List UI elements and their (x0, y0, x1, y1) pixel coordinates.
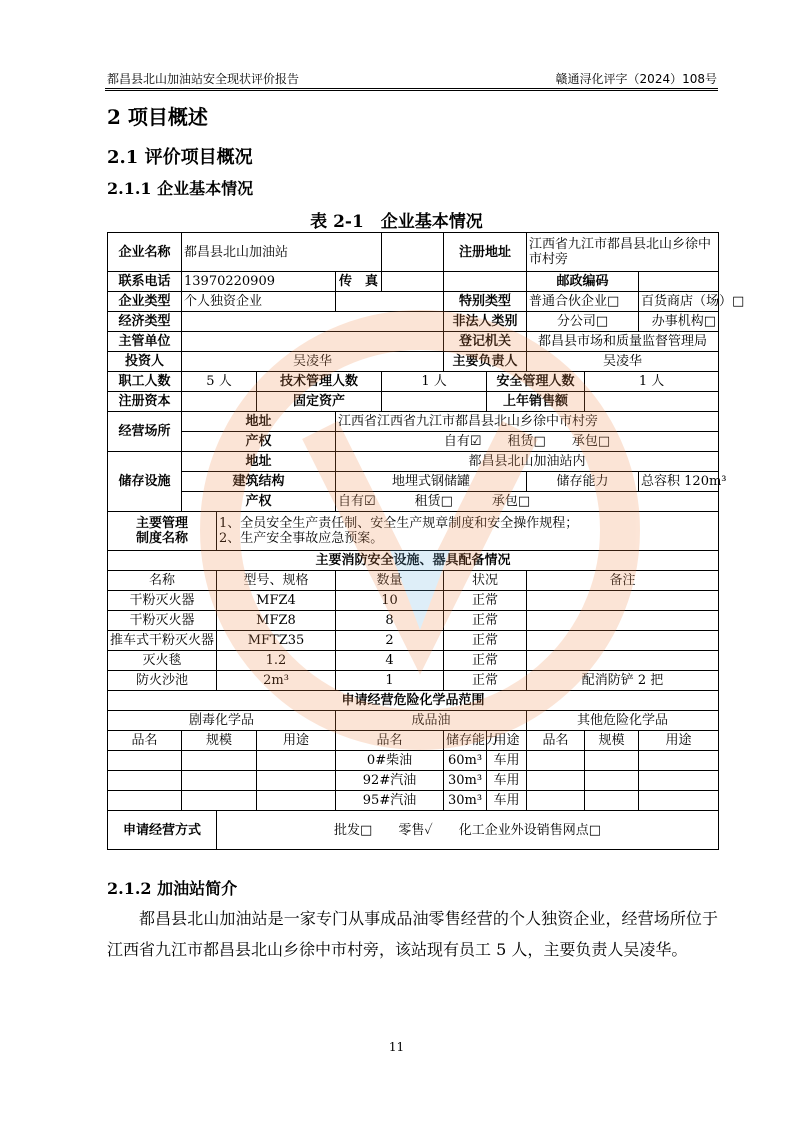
table-row (108, 771, 719, 791)
equip-model: MFZ8 (217, 611, 336, 631)
oil-use: 车用 (487, 791, 527, 811)
chem-group-oil: 成品油 (336, 711, 527, 731)
equip-header-qty: 数量 (336, 571, 444, 591)
site-prop-label: 产权 (182, 432, 336, 452)
staff-label: 职工人数 (108, 372, 182, 392)
equip-remark (527, 591, 719, 611)
type: 个人独资企业 (182, 292, 336, 312)
principal-label: 主要负责人 (444, 352, 527, 372)
table-row (108, 631, 719, 651)
safety: 1 人 (585, 372, 719, 392)
company-name-label: 企业名称 (108, 233, 182, 272)
chem-h-name-1: 品名 (108, 731, 182, 751)
special-type-b: 百货商店（场）□ (639, 292, 719, 312)
storage-struct-label: 建筑结构 (182, 472, 336, 492)
investor-label: 投资人 (108, 352, 182, 372)
equip-header-remark: 备注 (527, 571, 719, 591)
storage-prop: 自有☑ 租赁□ 承包□ (336, 492, 719, 512)
equip-model: MFTZ35 (217, 631, 336, 651)
special-type-a: 普通合伙企业□ (527, 292, 639, 312)
table-row (108, 671, 719, 691)
mgmt-systems (217, 512, 719, 551)
special-type-label: 特别类型 (444, 292, 527, 312)
site-label: 经营场所 (108, 412, 182, 452)
fax-label: 传 真 (336, 272, 382, 292)
chem-h-scale-1: 规模 (182, 731, 257, 751)
equip-name: 干粉灭火器 (108, 591, 217, 611)
company-name: 都昌县北山加油站 (182, 233, 382, 272)
section-heading: 2.1 评价项目概况 (107, 147, 253, 168)
storage-label: 储存设施 (108, 452, 182, 512)
chem-h-name-3: 品名 (527, 731, 585, 751)
reg-addr-label: 注册地址 (444, 233, 527, 272)
phone: 13970220909 (182, 272, 336, 292)
tech-label: 技术管理人数 (257, 372, 382, 392)
oil-name: 92#汽油 (336, 771, 444, 791)
mode-label: 申请经营方式 (108, 811, 217, 850)
equip-model: 2m³ (217, 671, 336, 691)
equip-qty: 1 (336, 671, 444, 691)
chem-title: 申请经营危险化学品范围 (108, 691, 719, 711)
storage-struct: 地埋式钢储罐 (336, 472, 527, 492)
storage-cap-label: 储存能力 (527, 472, 639, 492)
storage-cap: 总容积 120m³ (639, 472, 719, 492)
type-label: 企业类型 (108, 292, 182, 312)
header-rule (105, 88, 718, 89)
dept-label: 主管单位 (108, 332, 182, 352)
non-legal-a: 分公司□ (527, 312, 639, 332)
table-row (108, 791, 719, 811)
subsection-heading-2: 2.1.2 加油站简介 (107, 879, 238, 898)
chem-h-use-2: 用途 (487, 731, 527, 751)
site-prop: 自有☑ 租赁□ 承包□ (336, 432, 719, 452)
mgmt-item-1: 1、全员安全生产责任制、安全生产规章制度和安全操作规程； (219, 516, 579, 531)
principal: 吴凌华 (527, 352, 719, 372)
storage-prop-label: 产权 (182, 492, 336, 512)
equip-qty: 4 (336, 651, 444, 671)
econ-label: 经济类型 (108, 312, 182, 332)
assets-label: 固定资产 (257, 392, 382, 412)
equip-name: 灭火毯 (108, 651, 217, 671)
subsection-heading: 2.1.1 企业基本情况 (107, 179, 254, 198)
oil-use: 车用 (487, 751, 527, 771)
capital (182, 392, 257, 412)
sales-label: 上年销售额 (487, 392, 585, 412)
equip-header-name: 名称 (108, 571, 217, 591)
non-legal-label: 非法人类别 (444, 312, 527, 332)
mgmt-item-2: 2、生产安全事故应急预案。 (219, 531, 384, 546)
reg-org: 都昌县市场和质量监督管理局 (527, 332, 719, 352)
postcode-label: 邮政编码 (527, 272, 639, 292)
chem-h-name-2: 品名 (336, 731, 444, 751)
equip-status: 正常 (444, 651, 527, 671)
assets (382, 392, 487, 412)
table-row (108, 591, 719, 611)
equip-name: 防火沙池 (108, 671, 217, 691)
site-addr-label: 地址 (182, 412, 336, 432)
table-row (108, 751, 719, 771)
table-row (108, 611, 719, 631)
page-number: 11 (388, 1040, 405, 1054)
equip-title: 主要消防安全设施、器具配备情况 (108, 551, 719, 571)
oil-capacity: 30m³ (444, 771, 487, 791)
equip-qty: 2 (336, 631, 444, 651)
equip-remark: 配消防铲 2 把 (527, 671, 719, 691)
running-header-left: 都昌县北山加油站安全现状评价报告 (107, 72, 300, 86)
equip-model: MFZ4 (217, 591, 336, 611)
reg-addr: 江西省九江市都昌县北山乡徐中市村旁 (527, 233, 719, 272)
equip-remark (527, 631, 719, 651)
running-header-right: 赣通浔化评字（2024）108号 (555, 72, 717, 86)
equip-qty: 8 (336, 611, 444, 631)
blank-cell (382, 233, 444, 272)
mgmt-label-line-1: 主要管理 (135, 516, 188, 531)
tech: 1 人 (382, 372, 487, 392)
fax (382, 272, 444, 292)
equip-status: 正常 (444, 671, 527, 691)
table-caption: 表 2-1 企业基本情况 (310, 212, 483, 232)
table-row (108, 651, 719, 671)
chem-group-toxic: 剧毒化学品 (108, 711, 336, 731)
mode: 批发□ 零售✓ 化工企业外设销售网点□ (217, 811, 719, 850)
chem-h-scale-3: 规模 (585, 731, 639, 751)
site-addr: 江西省江西省九江市都昌县北山乡徐中市村旁 (336, 412, 719, 432)
dept (182, 332, 444, 352)
equip-qty: 10 (336, 591, 444, 611)
enterprise-info-table (107, 232, 745, 850)
equip-name: 推车式干粉灭火器 (108, 631, 217, 651)
header-rule-2 (105, 90, 718, 91)
equip-status: 正常 (444, 631, 527, 651)
blank-cell (444, 272, 527, 292)
chem-group-other: 其他危险化学品 (527, 711, 719, 731)
equip-model: 1.2 (217, 651, 336, 671)
postcode (639, 272, 719, 292)
oil-use: 车用 (487, 771, 527, 791)
chem-h-capacity: 储存能力 (444, 731, 487, 751)
safety-label: 安全管理人数 (487, 372, 585, 392)
oil-name: 95#汽油 (336, 791, 444, 811)
oil-capacity: 30m³ (444, 791, 487, 811)
reg-org-label: 登记机关 (444, 332, 527, 352)
capital-label: 注册资本 (108, 392, 182, 412)
equip-remark (527, 611, 719, 631)
phone-label: 联系电话 (108, 272, 182, 292)
chem-h-use-3: 用途 (639, 731, 719, 751)
equip-status: 正常 (444, 611, 527, 631)
mgmt-label-line-2: 制度名称 (135, 531, 188, 546)
chapter-heading: 2 项目概述 (107, 105, 208, 129)
equip-header-status: 状况 (444, 571, 527, 591)
mgmt-label (108, 512, 217, 551)
equip-header-model: 型号、规格 (217, 571, 336, 591)
blank-cell (336, 292, 444, 312)
sales (585, 392, 719, 412)
non-legal-b: 办事机构□ (639, 312, 719, 332)
chem-h-use-1: 用途 (257, 731, 336, 751)
oil-capacity: 60m³ (444, 751, 487, 771)
intro-paragraph: 都昌县北山加油站是一家专门从事成品油零售经营的个人独资企业，经营场所位于江西省九江市都昌县北山乡徐中市村旁，该站现有员工 5 人，主要负责人吴凌华。 (107, 909, 718, 959)
staff: 5 人 (182, 372, 257, 392)
equip-name: 干粉灭火器 (108, 611, 217, 631)
equip-status: 正常 (444, 591, 527, 611)
equip-remark (527, 651, 719, 671)
econ (182, 312, 444, 332)
storage-addr-label: 地址 (182, 452, 336, 472)
oil-name: 0#柴油 (336, 751, 444, 771)
investor: 吴凌华 (182, 352, 444, 372)
storage-addr: 都昌县北山加油站内 (336, 452, 719, 472)
